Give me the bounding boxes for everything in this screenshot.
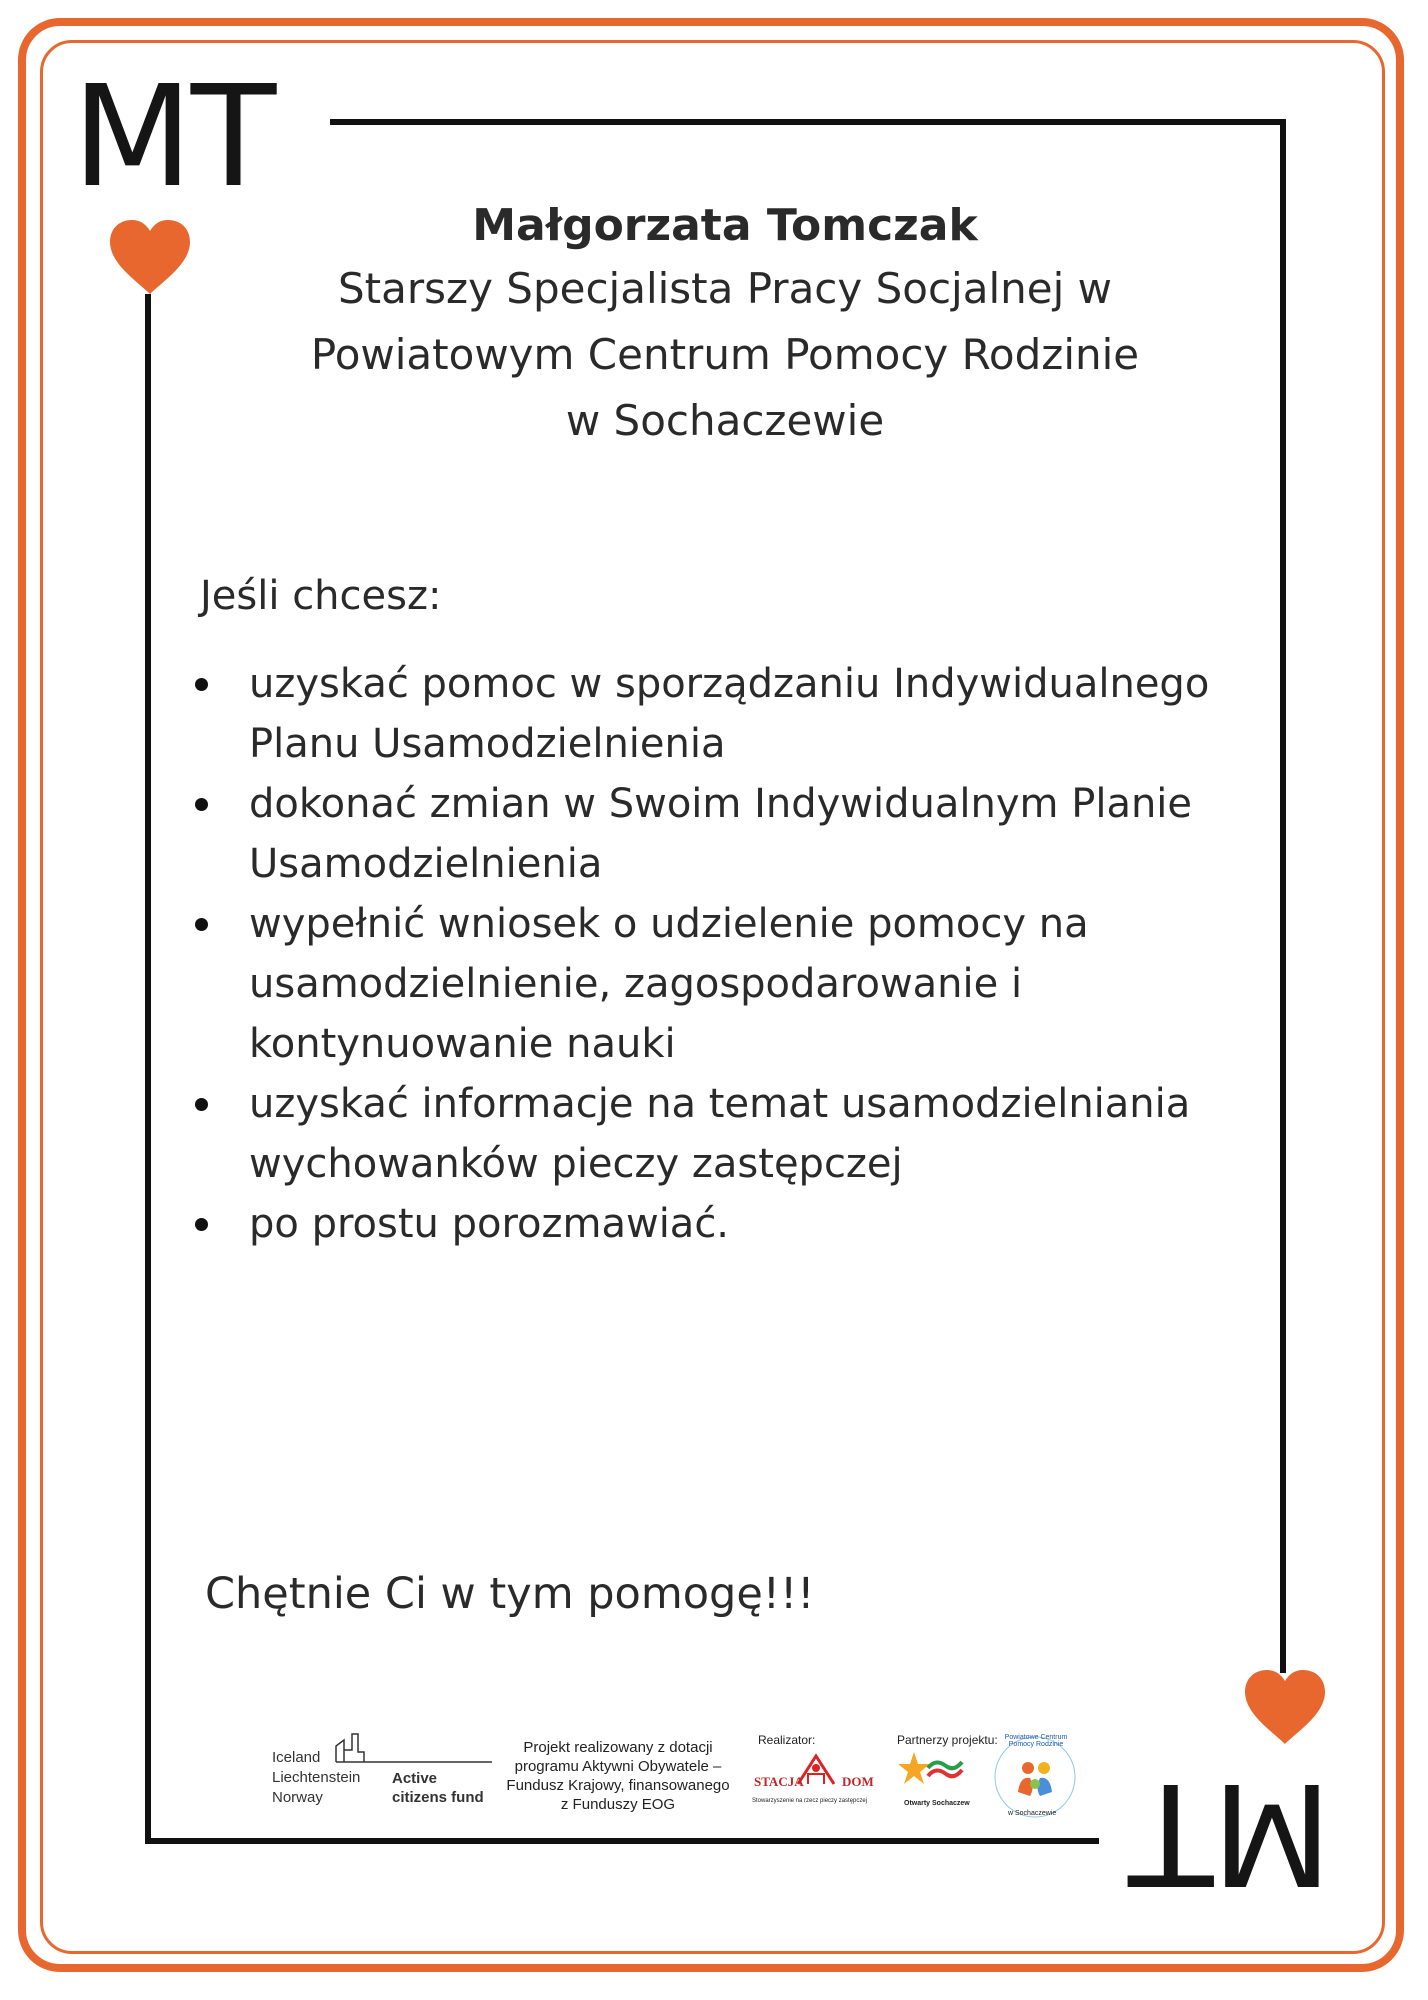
country-name: Liechtenstein: [272, 1769, 361, 1786]
list-item-line: wychowanków pieczy zastępczej: [249, 1141, 903, 1187]
funding-line: z Funduszy EOG: [560, 1796, 676, 1813]
list-item: [195, 1194, 1255, 1254]
list-item-line: Planu Usamodzielnienia: [249, 721, 726, 767]
list-item: [195, 894, 1255, 1074]
list-item: [195, 1074, 1255, 1194]
heart-icon: [1243, 1670, 1327, 1746]
list-item-line: uzyskać informacje na temat usamodzielniania: [249, 1081, 1191, 1127]
partners-label: Partnerzy projektu:: [897, 1733, 998, 1747]
list-item-line: usamodzielnienie, zagospodarowanie i: [249, 961, 1023, 1007]
active-citizens-fund-logo: [272, 1728, 494, 1808]
acf-line: Active: [392, 1770, 438, 1787]
location-line: w Sochaczewie: [565, 396, 885, 445]
bullet-dot: [195, 1218, 208, 1231]
institution-line: Powiatowym Centrum Pomocy Rodzinie: [310, 330, 1140, 379]
stacja-left-text: STACJA: [754, 1774, 804, 1789]
country-name: Iceland: [272, 1749, 321, 1766]
eea-countries: [272, 1748, 360, 1808]
list-item-line: wypełnić wniosek o udzielenie pomocy na: [249, 901, 1089, 947]
stacja-dom-logo: [752, 1744, 882, 1814]
list-item-line: po prostu porozmawiać.: [249, 1201, 730, 1247]
country-name: Norway: [272, 1789, 323, 1806]
intro-text: Jeśli chcesz:: [200, 573, 442, 619]
acf-line: citizens fund: [392, 1789, 484, 1806]
stacja-tagline: Stowarzyszenie na rzecz pieczy zastępczej: [752, 1798, 868, 1804]
list-item-line: kontynuowanie nauki: [249, 1021, 676, 1067]
header-block: [200, 196, 1250, 454]
list-item-line: dokonać zmian w Swoim Indywidualnym Planie: [249, 781, 1193, 827]
list-item: [195, 654, 1255, 774]
funding-line: programu Aktywni Obywatele –: [514, 1758, 722, 1775]
list-item-line: uzyskać pomoc w sporządzaniu Indywidualnego: [249, 661, 1210, 707]
frame-line-bottom: [145, 1838, 1099, 1844]
bullet-dot: [195, 798, 208, 811]
pcpr-logo: [990, 1732, 1080, 1822]
star-icon: [896, 1748, 966, 1798]
heart-icon: [108, 220, 192, 296]
stacja-right-text: DOM: [842, 1774, 874, 1789]
bullet-list: [195, 654, 1255, 1254]
bullet-dot: [195, 918, 208, 931]
funding-line: Fundusz Krajowy, finansowanego: [506, 1777, 730, 1794]
person-name: Małgorzata Tomczak: [472, 200, 978, 251]
pcpr-bottom-text: w Sochaczewie: [1008, 1810, 1057, 1817]
initials-top: MT: [72, 56, 275, 219]
frame-line-top: [330, 119, 1286, 125]
initials-bottom-rotated: MT: [1130, 1751, 1333, 1914]
job-title-line: Starszy Specjalista Pracy Socjalnej w: [338, 264, 1112, 313]
frame-line-left: [145, 294, 151, 1844]
realizator-label: Realizator:: [758, 1733, 816, 1747]
list-item-line: Usamodzielnienia: [249, 841, 603, 887]
closing-text: Chętnie Ci w tym pomogę!!!: [205, 1569, 815, 1619]
frame-line-right: [1280, 119, 1286, 1673]
list-item: [195, 774, 1255, 894]
acf-wordmark: [392, 1769, 484, 1807]
pcpr-ring-text: Powiatowe Centrum Pomocy Rodzinie: [1004, 1734, 1068, 1748]
otwarty-sochaczew-logo: [896, 1748, 970, 1814]
project-funding-note: [498, 1738, 738, 1814]
bullet-dot: [195, 1098, 208, 1111]
otwarty-label: Otwarty Sochaczew: [904, 1800, 970, 1807]
funding-line: Projekt realizowany z dotacji: [523, 1739, 713, 1756]
bullet-dot: [195, 678, 208, 691]
